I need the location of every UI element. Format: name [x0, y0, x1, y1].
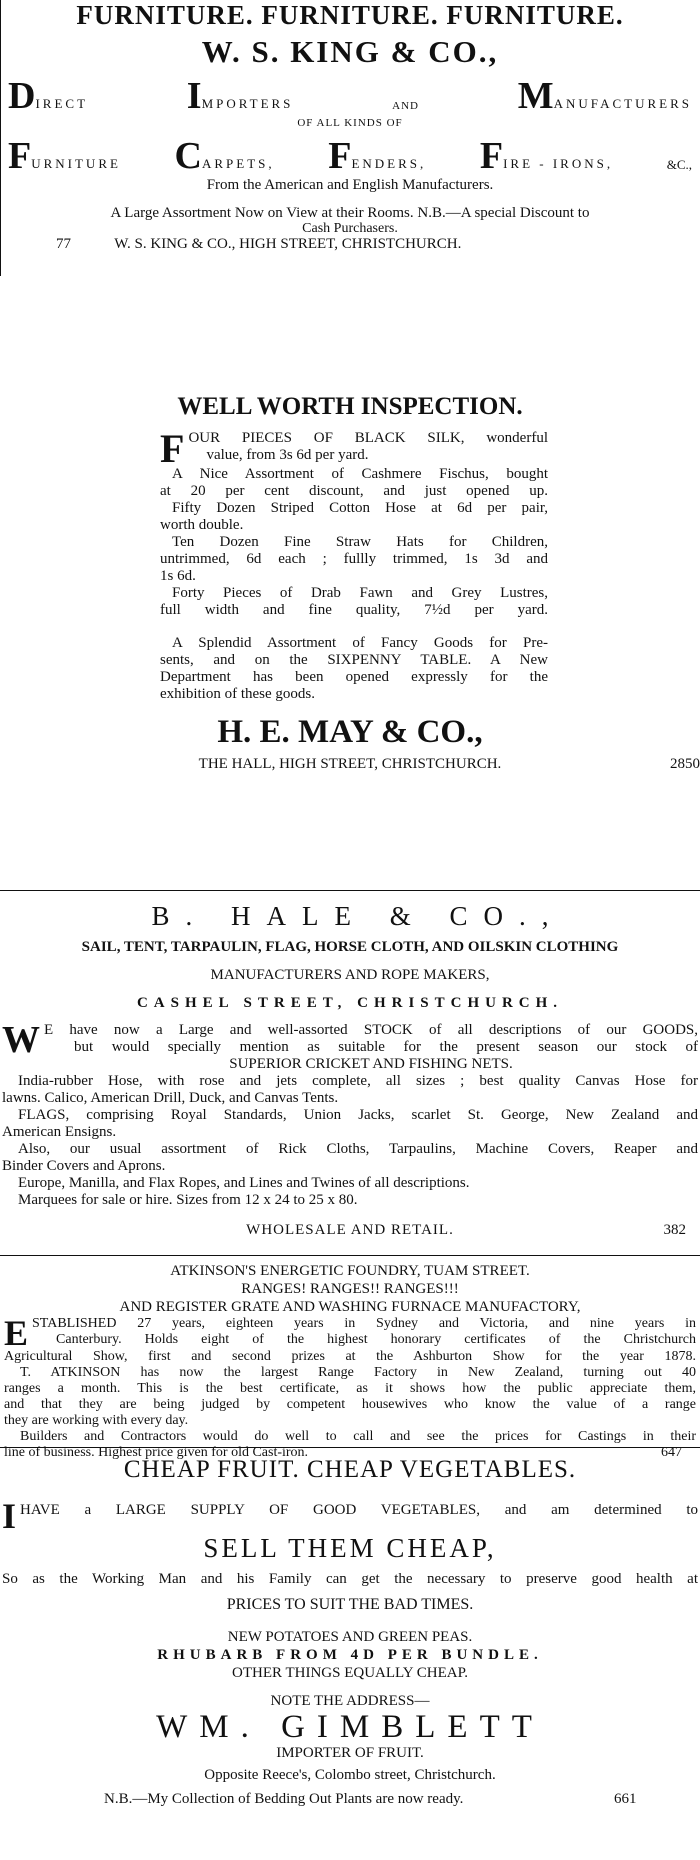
- hale-line: lawns. Calico, American Drill, Duck, and Canvas Tents.: [2, 1090, 339, 1106]
- may-drop-cap: F: [160, 426, 185, 471]
- hale-footer: [0, 1221, 700, 1243]
- atkinson-line: they are working with every day.: [4, 1412, 189, 1428]
- gimblett-working-man-line: So as the Working Man and his Family can get the necessary to preserve good health at: [2, 1570, 698, 1587]
- gimblett-other-line: OTHER THINGS EQUALLY CHEAP.: [232, 1664, 468, 1681]
- may-first-paragraph: [160, 426, 548, 471]
- atkinson-line: line of business. Highest price given for old Cast-iron.: [4, 1444, 309, 1460]
- gimblett-nb: N.B.—My Collection of Bedding Out Plants are now ready.: [104, 1790, 464, 1807]
- atkinson-line: Agricultural Show, first and second prizes at the Ashburton Show for the year 1878.: [4, 1348, 696, 1364]
- king-assortment-line: A Large Assortment Now on View at their Rooms. N.B.—A special Discount to: [110, 205, 590, 221]
- hale-firm-name: B. HALE & CO.,: [151, 901, 565, 931]
- gimblett-note-address: NOTE THE ADDRESS—: [270, 1692, 430, 1709]
- hale-line: Europe, Manilla, and Flax Ropes, and Lines and Twines of all descriptions.: [18, 1175, 470, 1191]
- atkinson-advert: [0, 1262, 700, 1461]
- hale-manufacturers-line: MANUFACTURERS AND ROPE MAKERS,: [210, 967, 490, 983]
- may-line: worth double.: [160, 517, 244, 533]
- king-word-manufacturers: MANUFACTURERS: [517, 75, 692, 117]
- king-word-and: AND: [392, 100, 420, 112]
- may-line: Department has been opened expressly for the: [160, 669, 548, 685]
- gimblett-importer: IMPORTER OF FRUIT.: [276, 1744, 424, 1761]
- king-word-furniture: FURNITURE: [8, 135, 121, 177]
- atkinson-body: [0, 1349, 700, 1461]
- may-firm-name: H. E. MAY & CO.,: [217, 714, 483, 750]
- king-word-fire-irons: FIRE - IRONS,: [479, 135, 614, 177]
- gimblett-rhubarb-line: RHUBARB FROM 4D PER BUNDLE.: [157, 1646, 543, 1663]
- hale-line: but would specially mention as suitable for the present season our stock of: [74, 1039, 698, 1055]
- may-line: at 20 per cent discount, and just opened up.: [160, 483, 548, 499]
- may-line: A Splendid Assortment of Fancy Goods for Pre-: [172, 635, 548, 651]
- king-address-row: [0, 235, 700, 253]
- atkinson-ranges-line: RANGES! RANGES!! RANGES!!!: [241, 1281, 459, 1297]
- may-advert: [0, 392, 700, 775]
- gimblett-drop-cap: I: [2, 1496, 17, 1536]
- hale-line: Marquees for sale or hire. Sizes from 12 x 24 to 25 x 80.: [18, 1192, 358, 1208]
- atkinson-manufactory-line: AND REGISTER GRATE AND WASHING FURNACE MANUFACTORY,: [119, 1299, 581, 1315]
- king-word-importers: IMPORTERS: [186, 75, 294, 117]
- may-line: OUR PIECES OF BLACK SILK, wonderful: [188, 430, 548, 446]
- may-line: untrimmed, 6d each ; fullly trimmed, 1s 3d and: [160, 551, 548, 567]
- hale-line: E have now a Large and well-assorted STOCK of all descriptions of our GOODS,: [44, 1022, 698, 1038]
- king-address: W. S. KING & CO., HIGH STREET, CHRISTCHURCH.: [114, 236, 462, 252]
- king-trade-row: [0, 74, 700, 117]
- gimblett-footer: [0, 1790, 700, 1810]
- hale-body: [0, 1073, 700, 1209]
- gimblett-advert: [0, 1455, 700, 1810]
- gimblett-ref-number: 661: [614, 1790, 637, 1807]
- hale-advert: [0, 900, 700, 1243]
- may-line: Forty Pieces of Drab Fawn and Grey Lustres,: [172, 585, 548, 601]
- gimblett-firm-name: WM. GIMBLETT: [156, 1709, 544, 1744]
- may-line: 1s 6d.: [160, 568, 196, 584]
- may-body: [160, 426, 548, 703]
- king-word-fenders: FENDERS,: [328, 135, 427, 177]
- king-cash-line: Cash Purchasers.: [302, 222, 398, 235]
- gimblett-intro-line: HAVE a LARGE SUPPLY OF GOOD VEGETABLES, and am determined to: [20, 1502, 698, 1518]
- hale-drop-cap: W: [2, 1019, 40, 1061]
- king-from-line: From the American and English Manufacturers.: [206, 177, 494, 193]
- hale-intro: [0, 1019, 700, 1073]
- column-divider: [0, 890, 700, 891]
- hale-line: FLAGS, comprising Royal Standards, Union Jacks, scarlet St. George, New Zealand and: [18, 1107, 698, 1123]
- atkinson-drop-cap: E: [4, 1313, 29, 1353]
- king-word-direct: DIRECT: [8, 75, 89, 117]
- may-line: Ten Dozen Fine Straw Hats for Children,: [172, 534, 548, 550]
- atkinson-line: T. ATKINSON has now the largest Range Factory in New Zealand, turning out 40: [20, 1364, 696, 1380]
- king-advert: [0, 0, 700, 253]
- hale-street: CASHEL STREET, CHRISTCHURCH.: [136, 995, 564, 1011]
- king-ref-number: 77: [56, 236, 71, 252]
- hale-line: India-rubber Hose, with rose and jets complete, all sizes ; best quality Canvas Hose for: [18, 1073, 698, 1089]
- gimblett-heading: CHEAP FRUIT. CHEAP VEGETABLES.: [123, 1456, 577, 1483]
- atkinson-line: Canterbury. Holds eight of the highest honorary certificates of the Christchurch: [56, 1332, 696, 1347]
- gimblett-prices-line: PRICES TO SUIT THE BAD TIMES.: [226, 1595, 474, 1613]
- gimblett-sell-cheap: SELL THEM CHEAP,: [203, 1532, 497, 1563]
- may-ref-number: 2850: [670, 756, 700, 772]
- hale-line: American Ensigns.: [2, 1124, 117, 1140]
- hale-trades-line: SAIL, TENT, TARPAULIN, FLAG, HORSE CLOTH, AND OILSKIN CLOTHING: [81, 939, 619, 955]
- column-divider: [0, 1255, 700, 1256]
- may-heading: WELL WORTH INSPECTION.: [177, 393, 523, 420]
- hale-line: Binder Covers and Aprons.: [2, 1158, 166, 1174]
- gimblett-potatoes-line: NEW POTATOES AND GREEN PEAS.: [227, 1628, 473, 1645]
- king-word-carpets: CARPETS,: [174, 135, 275, 177]
- atkinson-ref-number: 647: [661, 1444, 682, 1460]
- gimblett-opposite: Opposite Reece's, Colombo street, Christchurch.: [204, 1766, 496, 1783]
- may-line: sents, and on the SIXPENNY TABLE. A New: [160, 652, 548, 668]
- king-banner: FURNITURE. FURNITURE. FURNITURE.: [76, 0, 624, 30]
- may-line: Fifty Dozen Striped Cotton Hose at 6d per pair,: [172, 500, 548, 516]
- may-line: full width and fine quality, 7½d per yard.: [160, 602, 548, 618]
- atkinson-foundry-line: ATKINSON'S ENERGETIC FOUNDRY, TUAM STREET.: [170, 1263, 530, 1279]
- hale-line: Also, our usual assortment of Rick Cloths, Tarpaulins, Machine Covers, Reaper and: [18, 1141, 698, 1157]
- may-line: value, from 3s 6d per yard.: [206, 447, 369, 463]
- atkinson-line: and that they are being judged by competent housewives who know the value of a range: [4, 1396, 696, 1412]
- king-goods-row: [0, 134, 700, 177]
- may-line: exhibition of these goods.: [160, 686, 315, 702]
- may-address-row: [0, 755, 700, 775]
- may-list: [160, 466, 548, 619]
- king-word-etc: &C.,: [666, 157, 692, 172]
- atkinson-intro: [0, 1313, 700, 1353]
- may-splendid: [160, 635, 548, 703]
- hale-nets-line: SUPERIOR CRICKET AND FISHING NETS.: [229, 1056, 513, 1072]
- column-divider: [0, 1447, 700, 1448]
- gimblett-intro: [0, 1496, 700, 1536]
- atkinson-line: STABLISHED 27 years, eighteen years in Sydney and Victoria, and nine years in: [32, 1316, 696, 1331]
- king-firm-name: W. S. KING & CO.,: [201, 34, 499, 69]
- king-of-all-kinds: OF ALL KINDS OF: [297, 117, 403, 129]
- hale-ref-number: 382: [663, 1222, 686, 1238]
- atkinson-line: ranges a month. This is the best certificate, as it shows how the public appreciate them,: [4, 1380, 696, 1396]
- hale-wholesale: WHOLESALE AND RETAIL.: [246, 1222, 454, 1238]
- atkinson-line: Builders and Contractors would do well to call and see the prices for Castings in their: [20, 1428, 696, 1444]
- may-address: THE HALL, HIGH STREET, CHRISTCHURCH.: [198, 756, 502, 772]
- may-line: A Nice Assortment of Cashmere Fischus, bought: [172, 466, 548, 482]
